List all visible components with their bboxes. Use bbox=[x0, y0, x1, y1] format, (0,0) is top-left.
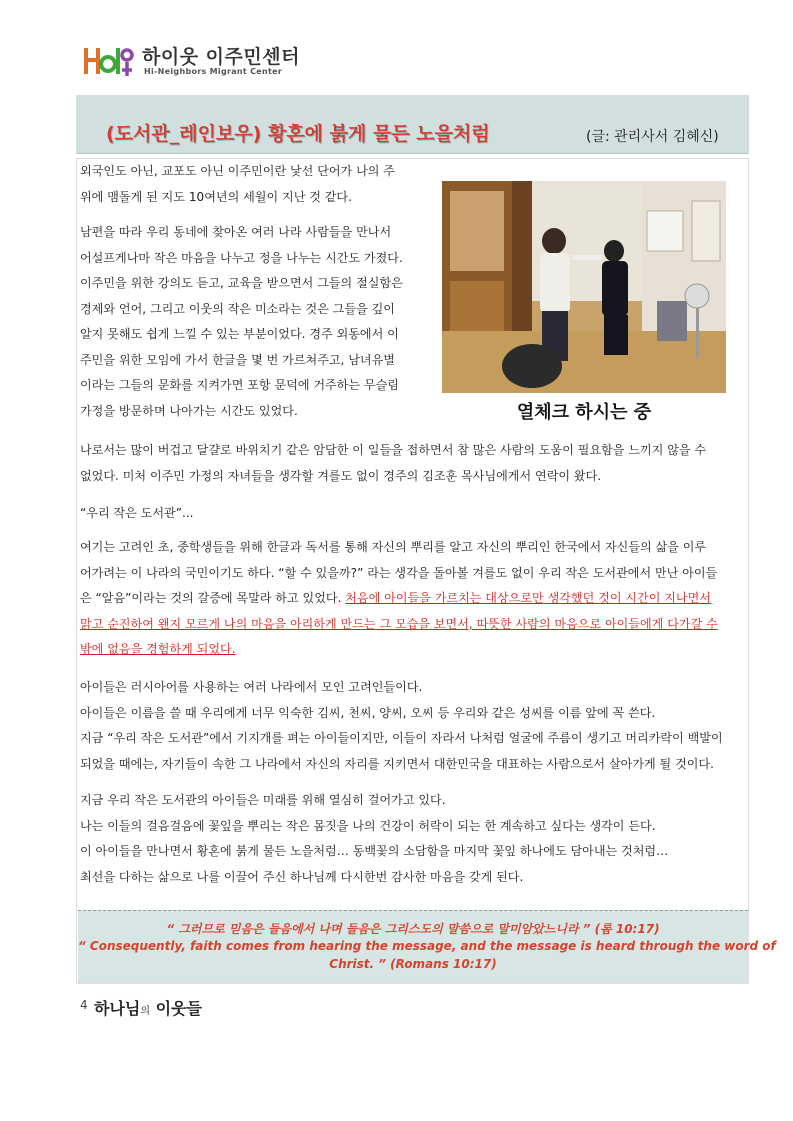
logo-mark-icon bbox=[82, 42, 134, 78]
text-line: 알지 못해도 쉽게 느낄 수 있는 부분이었다. 경주 외동에서 이 bbox=[80, 327, 399, 341]
article-title: (도서관_레인보우) 황혼에 붉게 물든 노을처럼 bbox=[106, 123, 490, 145]
article-photo bbox=[442, 181, 726, 393]
text-line: 가정을 방문하며 나아가는 시간도 있었다. bbox=[80, 403, 298, 418]
text-segment: 은 “알음”이라는 것의 갈증에 목말라 하고 있었다. bbox=[80, 591, 346, 605]
magazine-title-part: 하나님 bbox=[94, 999, 141, 1018]
article-title-bar bbox=[76, 95, 749, 154]
paragraph-1 bbox=[80, 159, 395, 210]
logo-subtitle: Hi-Neighbors Migrant Center bbox=[144, 67, 283, 76]
text-line: 나는 이들의 걸음걸음에 꽃잎을 뿌리는 작은 몸짓을 나의 건강이 허락이 되는 한 계속하고 싶다는 생각이 든다. bbox=[80, 818, 656, 833]
logo-title: 하이웃 이주민센터 bbox=[142, 46, 300, 68]
text-line: 지금 우리 작은 도서관의 아이들은 미래를 위해 열심히 걸어가고 있다. bbox=[80, 793, 446, 807]
highlighted-text: 밖에 없음을 경험하게 되었다. bbox=[80, 642, 236, 656]
text-line: 지금 “우리 작은 도서관”에서 기지개를 펴는 아이들이지만, 이들이 자라서 나처럼 얼굴에 주름이 생기고 머리카락이 백발이 bbox=[80, 731, 723, 745]
paragraph-3 bbox=[80, 438, 706, 489]
text-line: “우리 작은 도서관”... bbox=[80, 506, 194, 520]
verse-korean: “ 그러므로 믿음은 들음에서 나며 들음은 그리스도의 말씀으로 말미암았느니라 ” (롬 10:17) bbox=[166, 922, 660, 936]
paragraph-7 bbox=[80, 788, 668, 890]
magazine-title-part: 이웃들 bbox=[150, 999, 202, 1018]
text-line: 외국인도 아닌, 교포도 아닌 이주민이란 낯선 단어가 나의 주 bbox=[80, 164, 395, 178]
temperature-check-photo bbox=[442, 181, 726, 393]
highlighted-text: 맑고 순진하여 왠지 모르게 나의 마음을 아리하게 만드는 그 모습을 보면서, 따뜻한 사람의 마음으로 아이들에게 다가갈 수 bbox=[80, 616, 718, 631]
text-line: 주민을 위한 모임에 가서 한글을 몇 번 가르쳐주고, 남녀유별 bbox=[80, 352, 395, 367]
article-author: (글: 관리사서 김혜신) bbox=[586, 129, 719, 145]
text-line: 되었을 때에는, 자기들이 속한 그 나라에서 자신의 자리를 지키면서 대한민국을 대표하는 사람으로서 살아가게 될 것이다. bbox=[80, 756, 714, 771]
text-line-mixed bbox=[80, 586, 718, 612]
text-line: 경제와 언어, 그리고 이웃의 작은 미소라는 것은 그들을 깊이 bbox=[80, 301, 395, 316]
text-line: 아이들은 이름을 쓸 때 우리에게 너무 익숙한 김씨, 천씨, 양씨, 오씨 등 우리와 같은 성씨를 이름 앞에 꼭 쓴다. bbox=[80, 705, 656, 720]
highlighted-text: 처음에 아이들을 가르치는 대상으로만 생각했던 것이 시간이 지나면서 bbox=[345, 591, 711, 605]
magazine-title-particle: 의 bbox=[140, 1006, 151, 1017]
text-line: 남편을 따라 우리 동네에 찾아온 여러 나라 사람들을 만나서 bbox=[80, 225, 392, 239]
photo-caption: 열체크 하시는 중 bbox=[516, 402, 652, 423]
text-line: 어설프게나마 작은 마음을 나누고 정을 나누는 시간도 가졌다. bbox=[80, 250, 403, 265]
paragraph-4 bbox=[80, 501, 194, 527]
text-line: 여기는 고려인 초, 중학생들을 위해 한글과 독서를 통해 자신의 뿌리를 알고 자신의 뿌리인 한국에서 자신들의 삶을 이루 bbox=[80, 540, 707, 554]
text-line: 최선을 다하는 삶으로 나를 이끌어 주신 하나님께 다시한번 감사한 마음을 갖게 된다. bbox=[80, 869, 524, 884]
page-number: 4 bbox=[80, 998, 88, 1012]
text-line: 이주민을 위한 강의도 듣고, 교육을 받으면서 그들의 절실함은 bbox=[80, 276, 403, 290]
verse-english-line-2: Christ. ” (Romans 10:17) bbox=[329, 957, 497, 971]
text-line: 이라는 그들의 문화를 지켜가면 포항 문덕에 거주하는 무슬림 bbox=[80, 378, 399, 392]
text-line: 어가려는 이 나라의 국민이기도 하다. “할 수 있을까?” 라는 생각을 돌아볼 겨를도 없이 우리 작은 도서관에서 만난 아이들 bbox=[80, 565, 718, 580]
text-line: 나로서는 많이 버겁고 달걀로 바위치기 같은 암담한 이 일들을 접하면서 참 많은 사람의 도움이 필요함을 느끼지 않을 수 bbox=[80, 443, 707, 457]
text-line: 아이들은 러시아어를 사용하는 여러 나라에서 모인 고려인들이다. bbox=[80, 680, 423, 694]
paragraph-2 bbox=[80, 220, 403, 424]
text-line: 이 아이들을 만나면서 황혼에 붉게 물든 노을처럼… 동백꽃의 소담함을 마지막 꽃잎 하나에도 담아내는 것처럼… bbox=[80, 844, 669, 858]
paragraph-6 bbox=[80, 675, 723, 777]
center-logo bbox=[82, 40, 312, 80]
text-line: 없었다. 미처 이주민 가정의 자녀들을 생각할 겨를도 없이 경주의 김조훈 목사님에게서 연락이 왔다. bbox=[80, 468, 602, 483]
magazine-title bbox=[94, 996, 202, 1019]
bible-verse-box bbox=[78, 910, 776, 983]
paragraph-5 bbox=[80, 535, 718, 663]
text-line: 위에 맴돌게 된 지도 10여년의 세월이 지난 것 같다. bbox=[80, 189, 352, 204]
verse-english-line-1: “ Consequently, faith comes from hearing the message, and the message is heard through the word of bbox=[78, 939, 776, 953]
